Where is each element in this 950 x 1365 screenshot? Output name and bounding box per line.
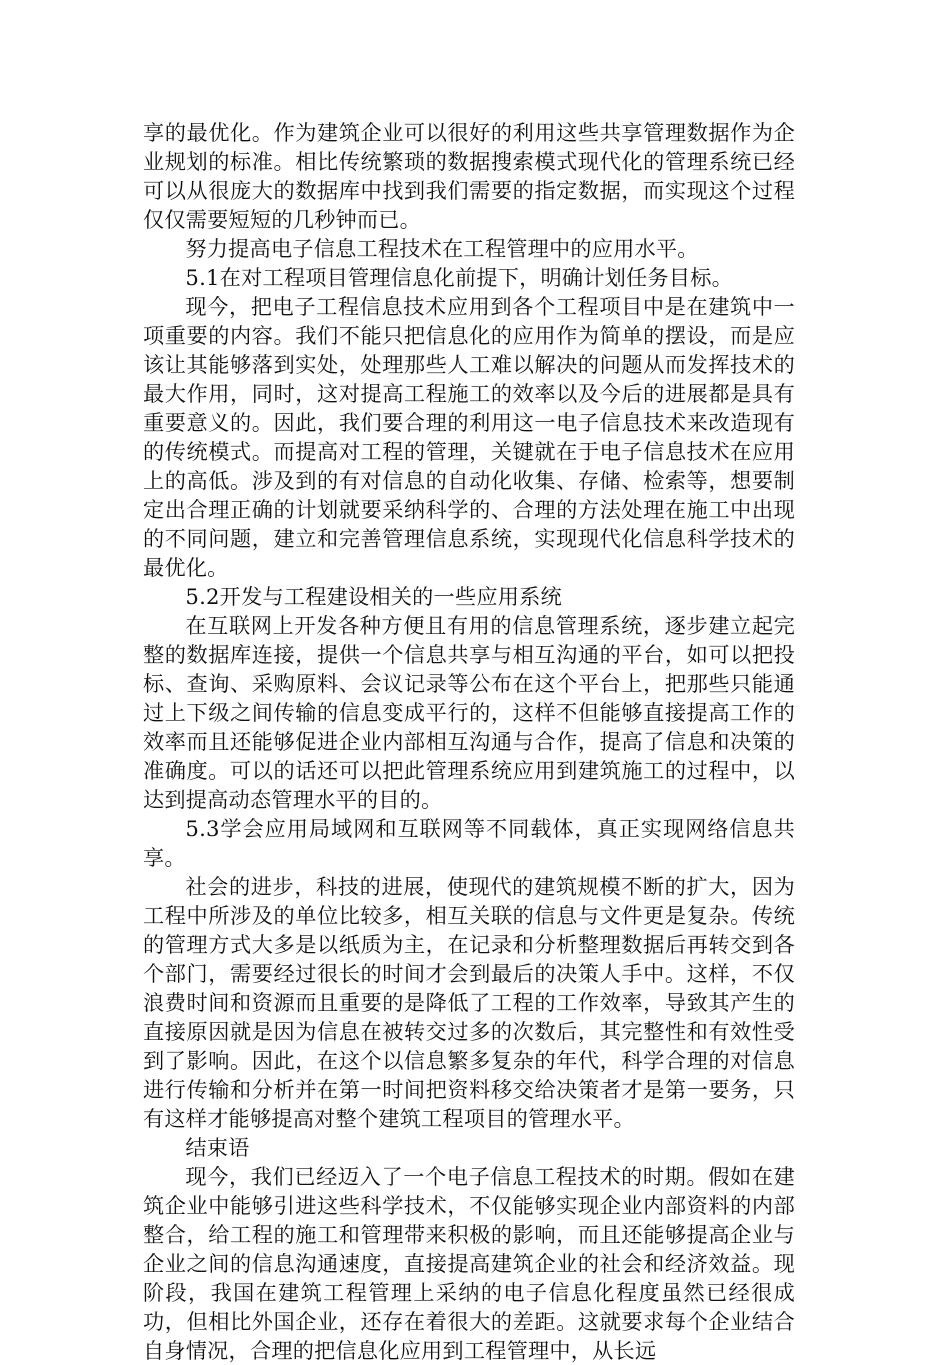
document-page xyxy=(143,118,795,1365)
section-heading-conclusion: 结束语 xyxy=(185,1135,250,1160)
section-heading-5-2: 5.2开发与工程建设相关的一些应用系统 xyxy=(185,584,562,609)
paragraph-5-1-body: 现今，把电子工程信息技术应用到各个工程项目中是在建筑中一项重要的内容。我们不能只把信息化的应用作为简单的摆设，而是应该让其能够落到实处，处理那些人工难以解决的问题从而发挥技术的最大作用，同时，这对提高工程施工的效率以及今后的进展都是具有重要意义的。因此，我们要合理的利用这一电子信息技术来改造现有的传统模式。而提高对工程的管理，关键就在于电子信息技术在应用上的高低。涉及到的有对信息的自动化收集、存储、检索等，想要制定出合理正确的计划就要采纳科学的、合理的方法处理在施工中出现的不同问题，建立和完善管理信息系统，实现现代化信息科学技术的最优化。 xyxy=(143,294,795,580)
paragraph-intro-continued: 享的最优化。作为建筑企业可以很好的利用这些共享管理数据作为企业规划的标准。相比传统繁琐的数据搜索模式现代化的管理系统已经可以从很庞大的数据库中找到我们需要的指定数据，而实现这个过程仅仅需要短短的几秒钟而已。 xyxy=(143,120,795,232)
paragraph-5-2-body: 在互联网上开发各种方便且有用的信息管理系统，逐步建立起完整的数据库连接，提供一个信息共享与相互沟通的平台，如可以把投标、查询、采购原料、会议记录等公布在这个平台上，把那些只能通过上下级之间传输的信息变成平行的，这样不但能够直接提高工作的效率而且还能够促进企业内部相互沟通与合作，提高了信息和决策的准确度。可以的话还可以把此管理系统应用到建筑施工的过程中，以达到提高动态管理水平的目的。 xyxy=(143,613,795,812)
paragraph-5-3-body: 社会的进步，科技的进展，使现代的建筑规模不断的扩大，因为工程中所涉及的单位比较多，相互关联的信息与文件更是复杂。传统的管理方式大多是以纸质为主，在记录和分析整理数据后再转交到各个部门，需要经过很长的时间才会到最后的决策人手中。这样，不仅浪费时间和资源而且重要的是降低了工程的工作效率，导致其产生的直接原因就是因为信息在被转交过多的次数后，其完整性和有效性受到了影响。因此，在这个以信息繁多复杂的年代，科学合理的对信息进行传输和分析并在第一时间把资料移交给决策者才是第一要务，只有这样才能够提高对整个建筑工程项目的管理水平。 xyxy=(143,874,795,1131)
paragraph-conclusion-body: 现今，我们已经迈入了一个电子信息工程技术的时期。假如在建筑企业中能够引进这些科学技术，不仅能够实现企业内部资料的内部整合，给工程的施工和管理带来积极的影响，而且还能够提高企业与企业之间的信息沟通速度，直接提高建筑企业的社会和经济效益。现阶段，我国在建筑工程管理上采纳的电子信息化程度虽然已经很成功，但相比外国企业，还存在着很大的差距。这就要求每个企业结合自身情况，合理的把信息化应用到工程管理中，从长远 xyxy=(143,1164,795,1363)
section-heading-improve-application: 努力提高电子信息工程技术在工程管理中的应用水平。 xyxy=(185,236,699,261)
section-heading-5-3: 5.3学会应用局域网和互联网等不同载体，真正实现网络信息共享。 xyxy=(143,816,795,870)
section-heading-5-1: 5.1在对工程项目管理信息化前提下，明确计划任务目标。 xyxy=(185,265,733,290)
